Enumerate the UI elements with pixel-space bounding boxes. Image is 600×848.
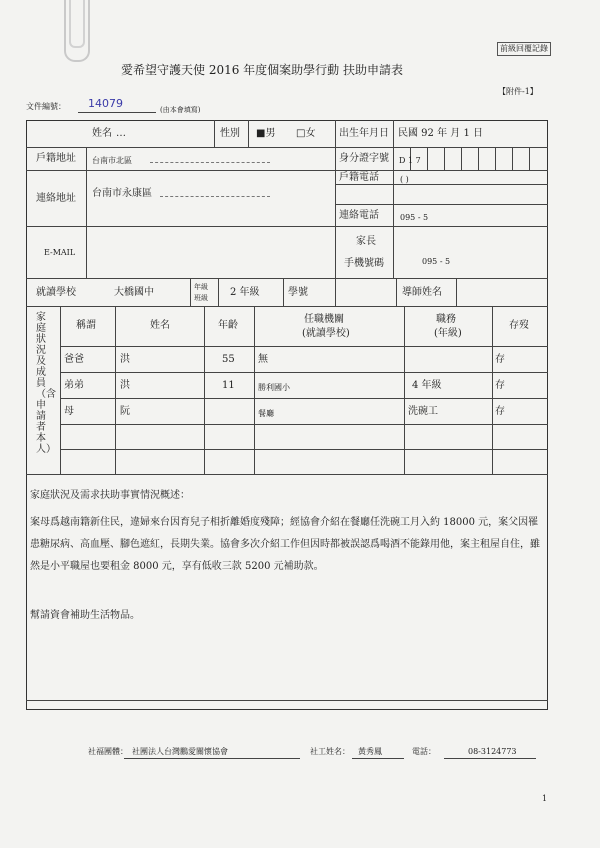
attachment-label: 【附件-1】 xyxy=(498,87,538,96)
org-underline xyxy=(124,758,300,759)
col-name: 姓名 xyxy=(150,320,170,331)
row3-name: 阮 xyxy=(120,406,130,417)
household-addr-value[interactable]: 台南市北區 xyxy=(92,156,132,165)
parent-mobile-label-1: 家長 xyxy=(356,236,376,247)
grid-line xyxy=(456,278,457,306)
household-addr-label: 戶籍地址 xyxy=(36,153,76,164)
file-no-underline xyxy=(78,112,156,113)
form-title: 愛希望守護天使 2016 年度個案助學行動 扶助申請表 xyxy=(121,63,403,77)
col-job-2: (就讀學校) xyxy=(302,328,350,339)
school-label: 就讀學校 xyxy=(36,287,76,298)
redacted-address xyxy=(150,162,270,163)
id-box-line xyxy=(427,147,428,170)
row2-position: 4 年級 xyxy=(412,380,442,391)
org-label: 社福團體： xyxy=(88,747,128,756)
grade-label-1: 年級 xyxy=(194,283,208,291)
parent-mobile-label-2: 手機號碼 xyxy=(344,258,384,269)
grid-line xyxy=(335,204,548,205)
grid-line xyxy=(190,278,191,306)
birth-value[interactable]: 民國 92 年 月 1 日 xyxy=(398,128,483,139)
grid-line xyxy=(26,226,548,227)
file-no-value: 14079 xyxy=(88,97,123,110)
col-job-1: 任職機關 xyxy=(304,314,344,325)
contact-addr-value[interactable]: 台南市永康區 xyxy=(92,188,152,199)
gender-male-checkbox[interactable]: ■男 xyxy=(256,128,276,139)
row1-name: 洪 xyxy=(120,354,130,365)
grid-line xyxy=(60,372,548,373)
row2-age: 11 xyxy=(222,380,235,391)
phone-value: 08-3124773 xyxy=(468,747,517,756)
grade-label-2: 班級 xyxy=(194,294,208,302)
mentor-label: 導師姓名 xyxy=(402,287,442,298)
row3-relation: 母 xyxy=(64,406,74,417)
id-label: 身分證字號 xyxy=(339,153,389,164)
col-relation: 稱謂 xyxy=(76,320,96,331)
grid-line xyxy=(26,170,548,171)
grid-line xyxy=(26,278,548,279)
grid-line xyxy=(283,278,284,306)
col-status: 存歿 xyxy=(509,320,529,331)
school-value[interactable]: 大橋國中 xyxy=(114,287,154,298)
id-box-line xyxy=(529,147,530,170)
row2-job: 勝利國小 xyxy=(258,383,290,392)
grid-line xyxy=(60,449,548,450)
grid-line xyxy=(60,424,548,425)
grid-line xyxy=(60,398,548,399)
situation-heading: 家庭狀況及需求扶助事實情況概述： xyxy=(30,490,190,501)
grid-line xyxy=(218,278,219,306)
gender-female-checkbox[interactable]: □女 xyxy=(296,128,316,139)
file-no-label: 文件編號： xyxy=(26,102,66,111)
grid-line xyxy=(26,306,548,307)
row1-relation: 爸爸 xyxy=(64,354,84,365)
gender-label: 性別 xyxy=(220,128,240,139)
row1-status: 存 xyxy=(495,354,505,365)
birth-label: 出生年月日 xyxy=(339,128,389,139)
grid-line xyxy=(335,120,336,306)
grid-line xyxy=(248,120,249,147)
situation-paragraph: 案母爲越南籍新住民，違婦來台因育兒子相折離婚度殘障；經協會介紹在餐廳任洗碗工月入約 18000 元，案父因罹患糖尿病、高血壓、腳色遮紅，長期失業。協會多次介紹工作但因時都被誤認爲喝酒不能錄用他，案主租屋自住，雖然是小平職屋也要租金 8000 元，享有低收三款 5200 元補助款。 xyxy=(30,517,540,572)
row1-job: 無 xyxy=(258,354,268,365)
worker-label: 社工姓名： xyxy=(310,747,350,756)
grid-line xyxy=(396,278,397,306)
name-value[interactable]: … xyxy=(116,128,126,139)
row3-status: 存 xyxy=(495,406,505,417)
household-phone-label: 戶籍電話 xyxy=(339,172,379,183)
page-number: 1 xyxy=(542,794,548,803)
col-position-2: (年級) xyxy=(434,328,462,339)
paperclip-inner-icon xyxy=(69,0,85,48)
household-phone-value[interactable]: ( ) xyxy=(400,175,409,184)
grid-line xyxy=(214,120,215,147)
name-label: 姓名 xyxy=(92,128,112,139)
id-box-line xyxy=(512,147,513,170)
family-side-label: 家庭狀況及成員（含申請者本人） xyxy=(36,312,56,455)
phone-label: 電話： xyxy=(412,747,436,756)
redacted-address xyxy=(160,196,270,197)
id-box-line xyxy=(478,147,479,170)
col-position-1: 職務 xyxy=(436,314,456,325)
worker-value: 黃秀鳳 xyxy=(358,747,382,756)
row3-job: 餐廳 xyxy=(258,409,274,418)
reply-record-stamp: 前級回覆記錄 xyxy=(497,42,551,56)
student-no-label: 學號 xyxy=(288,287,308,298)
grid-line xyxy=(335,184,548,185)
col-age: 年齡 xyxy=(218,320,238,331)
row2-name: 洪 xyxy=(120,380,130,391)
org-value: 社團法人台灣鵬愛關懷協會 xyxy=(132,747,228,756)
id-value[interactable]: D 1 7 xyxy=(399,156,421,165)
email-label: E-MAIL xyxy=(44,248,76,257)
contact-phone-label: 連絡電話 xyxy=(339,210,379,221)
situation-request: 幫請資會補助生活物品。 xyxy=(30,610,140,621)
grid-line xyxy=(60,346,548,347)
contact-phone-value[interactable]: 095 - 5 xyxy=(400,213,429,222)
grid-line xyxy=(26,474,548,475)
row1-age: 55 xyxy=(222,354,235,365)
row2-status: 存 xyxy=(495,380,505,391)
grid-line xyxy=(26,147,548,148)
id-box-line xyxy=(444,147,445,170)
row2-relation: 弟弟 xyxy=(64,380,84,391)
id-box-line xyxy=(495,147,496,170)
worker-underline xyxy=(352,758,404,759)
contact-addr-label: 連絡地址 xyxy=(36,193,76,204)
phone-underline xyxy=(444,758,536,759)
row3-position: 洗碗工 xyxy=(408,406,438,417)
grid-line xyxy=(86,147,87,278)
grid-line xyxy=(393,120,394,278)
id-box-line xyxy=(461,147,462,170)
parent-mobile-value[interactable]: 095 - 5 xyxy=(422,257,451,266)
grade-value[interactable]: 2 年級 xyxy=(230,287,260,298)
grid-line xyxy=(26,700,548,701)
file-no-note: (由本會填寫) xyxy=(160,106,201,114)
